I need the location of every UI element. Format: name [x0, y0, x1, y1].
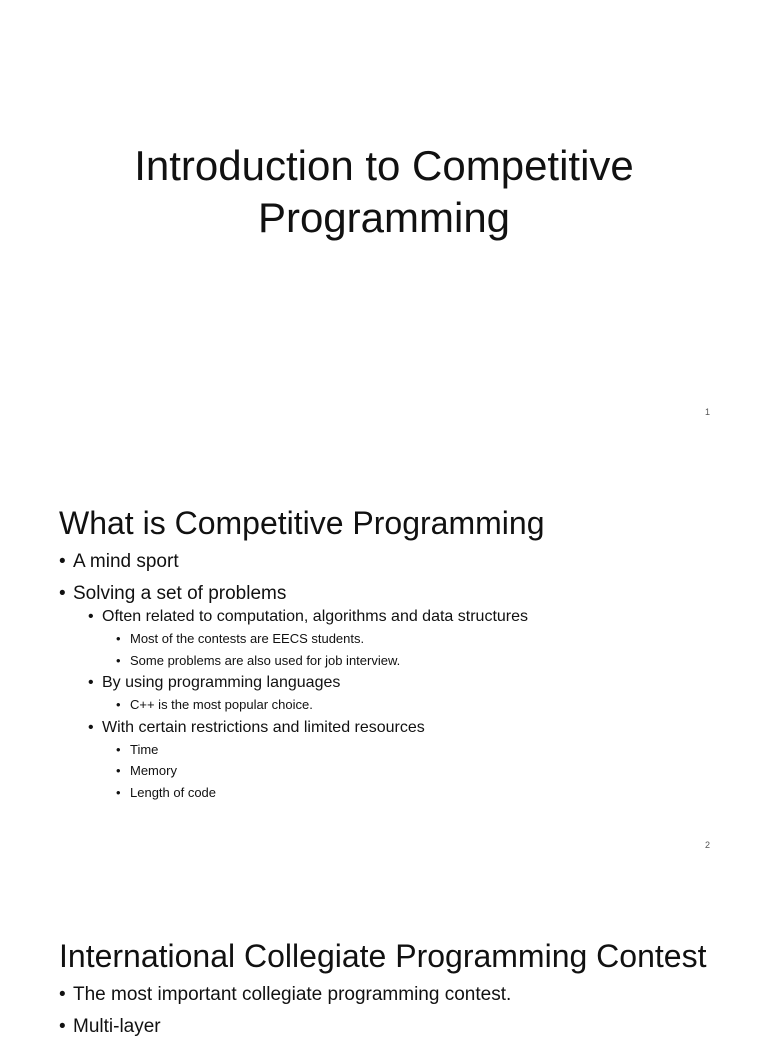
bullet-text: A mind sport	[73, 551, 179, 572]
bullet-item	[59, 1015, 511, 1039]
slide-title	[40, 140, 728, 244]
sub-bullet-item	[73, 672, 528, 716]
bullet-item	[59, 550, 528, 574]
bullet-dot-icon: •	[88, 674, 94, 691]
bullet-list	[59, 550, 528, 811]
sub-sub-bullet-item	[102, 760, 528, 782]
slide-2	[0, 434, 768, 868]
sub-bullet-text: With certain restrictions and limited resources	[102, 718, 425, 736]
bullet-dot-icon: •	[88, 608, 94, 625]
bullet-item	[59, 582, 528, 803]
bullet-text: Multi-layer	[73, 1016, 161, 1037]
bullet-dot-icon: •	[116, 631, 121, 646]
bullet-dot-icon: •	[116, 741, 121, 757]
bullet-text: Solving a set of problems	[73, 583, 287, 604]
slide-number: 2	[704, 840, 710, 850]
sub-sub-bullet-list	[73, 628, 528, 671]
slide-heading: What is Competitive Programming	[59, 504, 545, 541]
sub-sub-bullet-text: Length of code	[130, 784, 217, 800]
sub-sub-bullet-list	[73, 694, 528, 716]
slide-number: 1	[704, 407, 710, 417]
sub-sub-bullet-item	[102, 782, 528, 804]
sub-sub-bullet-text: Memory	[130, 763, 177, 778]
sub-sub-bullet-item	[102, 650, 528, 672]
sub-sub-bullet-item	[102, 739, 528, 761]
sub-sub-bullet-item	[102, 694, 528, 716]
bullet-dot-icon: •	[59, 984, 66, 1005]
sub-sub-bullet-item	[102, 628, 528, 650]
slide-3	[0, 868, 768, 1037]
sub-bullet-item	[73, 606, 528, 671]
bullet-text: The most important collegiate programming contest.	[73, 984, 512, 1005]
bullet-item	[59, 983, 511, 1007]
bullet-dot-icon: •	[116, 697, 121, 712]
bullet-dot-icon: •	[59, 583, 66, 604]
bullet-dot-icon: •	[116, 784, 121, 800]
bullet-dot-icon: •	[59, 551, 66, 572]
bullet-dot-icon: •	[116, 763, 121, 778]
slide-title-line-2: Programming	[257, 194, 511, 242]
slide-heading: International Collegiate Programming Contest	[59, 937, 707, 974]
sub-sub-bullet-text: C++ is the most popular choice.	[130, 697, 313, 712]
sub-sub-bullet-text: Time	[130, 741, 159, 757]
sub-bullet-list	[59, 606, 528, 803]
slide-1	[0, 0, 768, 434]
sub-bullet-text: Often related to computation, algorithms and data structures	[102, 608, 529, 625]
slide-title-line-1: Introduction to Competitive	[134, 142, 634, 190]
bullet-dot-icon: •	[116, 652, 121, 668]
sub-sub-bullet-text: Most of the contests are EECS students.	[130, 631, 365, 646]
sub-sub-bullet-text: Some problems are also used for job interview.	[130, 652, 401, 668]
sub-bullet-text: By using programming languages	[102, 674, 341, 691]
bullet-dot-icon: •	[88, 718, 94, 736]
bullet-list	[59, 983, 511, 1047]
sub-sub-bullet-list	[73, 739, 528, 804]
bullet-dot-icon: •	[59, 1016, 66, 1037]
sub-bullet-item	[73, 717, 528, 804]
